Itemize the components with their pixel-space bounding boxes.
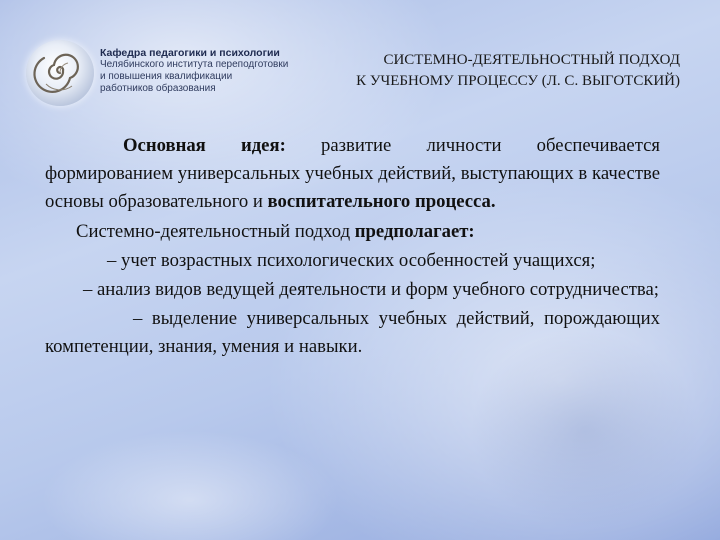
list-item	[45, 305, 660, 361]
department-line: и повышения квалификации	[100, 71, 233, 82]
list-item	[45, 247, 660, 275]
slide-title-line: СИСТЕМНО-ДЕЯТЕЛЬНОСТНЫЙ ПОДХОД	[383, 52, 680, 68]
main-idea-text: развитие личности обеспечивается формированием универсальных учебных действий, выступающих в качестве основы образовательного и	[45, 135, 660, 213]
slide-title-line: К УЧЕБНОМУ ПРОЦЕССУ (Л. С. ВЫГОТСКИЙ)	[356, 73, 680, 89]
list-item-text: – анализ видов ведущей деятельности и форм учебного сотрудничества;	[83, 279, 659, 301]
approach-paragraph	[45, 218, 660, 246]
ammonite-shell-logo-icon	[26, 40, 94, 106]
main-idea-label: Основная идея:	[123, 135, 286, 156]
approach-bold: предполагает:	[354, 220, 475, 242]
background-glow	[40, 430, 340, 540]
department-name: Кафедра педагогики и психологии	[100, 47, 280, 59]
approach-text: Системно-деятельностный подход	[76, 220, 355, 242]
main-idea-paragraph	[45, 132, 660, 217]
list-item-text: – выделение универсальных учебных действий, порождающих компетенции, знания, умения и навыки.	[45, 308, 660, 358]
list-item-text: – учет возрастных психологических особенностей учащихся;	[107, 249, 596, 271]
slide-body	[45, 132, 660, 362]
slide-title	[240, 50, 680, 92]
list-item	[45, 276, 660, 304]
department-line: Челябинского института переподготовки	[100, 59, 289, 70]
department-line: работников образования	[100, 83, 216, 94]
main-idea-bold-tail: воспитательного процесса.	[267, 191, 496, 213]
